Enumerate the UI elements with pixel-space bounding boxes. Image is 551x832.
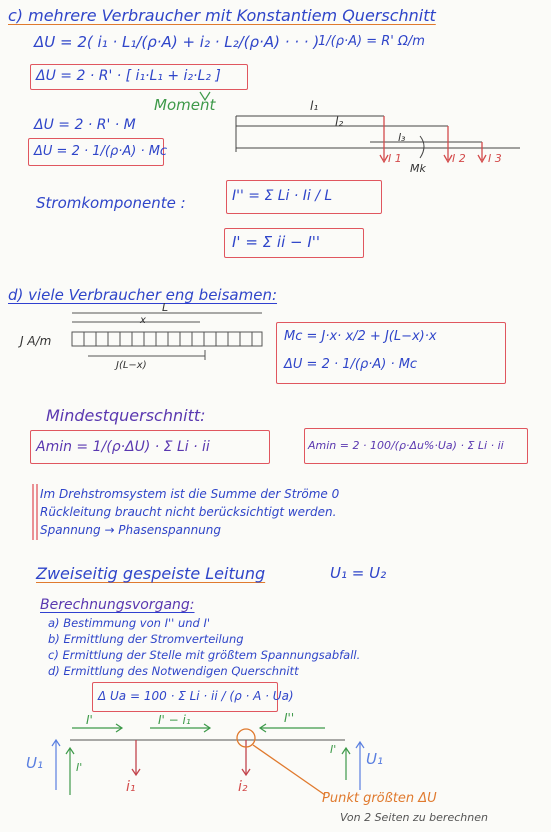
eq-delta-ua: Δ Ua = 100 · Σ Li · ii / (ρ · A · Ua) [98,689,294,703]
note-line-3: Spannung → Phasenspannung [40,523,222,537]
step-c: c) Ermittlung der Stelle mit größtem Spannungsabfall. [48,648,361,662]
step-d: d) Ermittlung des Notwendigen Querschnitt [48,664,299,678]
current-density-label: J A/m [20,334,52,348]
label-ip-left: I' [76,761,83,774]
label-u1-right: U₁ [366,750,383,768]
zweiseitig-heading: Zweiseitig gespeiste Leitung [36,564,266,583]
mindest-heading: Mindestquerschnitt: [46,406,206,425]
diagram-c-mk-brace [420,136,424,158]
note-line-1: Im Drehstromsystem ist die Summe der Ströme 0 [40,487,340,501]
diagram-c-i1: I 1 [388,152,402,165]
diagram-c-mk: Mk [410,162,426,175]
eq-delta-u-mc: ΔU = 2 · 1/(ρ·A) · Mc [34,144,168,159]
eq-delta-u-r-prime: ΔU = 2 · R' · [ i₁·L₁ + i₂·L₂ ] [36,68,221,84]
eq-delta-u-sum: ΔU = 2( i₁ · L₁/(ρ·A) + i₂ · L₂/(ρ·A) · · · ) [34,33,320,51]
eq-i-double-prime: I'' = Σ Li · Ii / L [232,188,333,204]
eq-i-prime: I' = Σ ii − I'' [232,233,321,251]
strip-length-l: L [162,301,169,314]
eq-r-prime: 1/(ρ·A) = R' Ω/m [318,34,425,49]
step-b: b) Ermittlung der Stromverteilung [48,632,244,646]
eq-delta-u-m: ΔU = 2 · R' · M [34,117,136,133]
label-i-double-prime: I'' [284,711,295,725]
section-d-heading: d) viele Verbraucher eng beisamen: [8,286,278,304]
label-max-drop-point: Punkt größten ΔU [322,791,437,806]
diagram-c-l3: l₃ [398,131,406,144]
max-drop-pointer [253,745,325,795]
strip-jl: J(L−x) [116,360,147,371]
strip-length-x: x [140,315,146,326]
label-ip-right: I' [330,743,337,756]
diagram-c-i2: I 2 [452,152,466,165]
label-i-prime: I' [86,713,93,727]
eq-delta-u-d: ΔU = 2 · 1/(ρ·A) · Mc [284,357,418,372]
label-i-minus-i1: I' − i₁ [158,713,191,727]
eq-amin-a: Amin = 1/(ρ·ΔU) · Σ Li · ii [36,439,210,455]
u-equality: U₁ = U₂ [330,564,387,582]
eq-mc: Mc = J·x· x/2 + J(L−x)·x [284,329,437,344]
step-a: a) Bestimmung von I'' und I' [48,616,211,630]
label-both-sides: Von 2 Seiten zu berechnen [340,811,488,824]
stromkomponente-label: Stromkomponente : [36,194,186,212]
label-i2: i₂ [238,779,248,795]
note-line-2: Rückleitung braucht nicht berücksichtigt werden. [40,505,337,519]
diagram-c-l2: l₂ [335,115,344,129]
berechnungsvorgang-heading: Berechnungsvorgang: [40,597,195,613]
diagram-c-l1: l₁ [310,99,319,113]
diagram-c-i3: I 3 [488,152,502,165]
section-c-heading: c) mehrere Verbraucher mit Konstantiem Querschnitt [8,6,436,25]
diagram-d-strip [72,313,262,360]
label-u1-left: U₁ [26,754,43,772]
eq-amin-b: Amin = 2 · 100/(ρ·Δu%·Ua) · Σ Li · ii [308,439,504,452]
moment-label: Moment [154,96,216,114]
label-i1: i₁ [126,779,136,795]
